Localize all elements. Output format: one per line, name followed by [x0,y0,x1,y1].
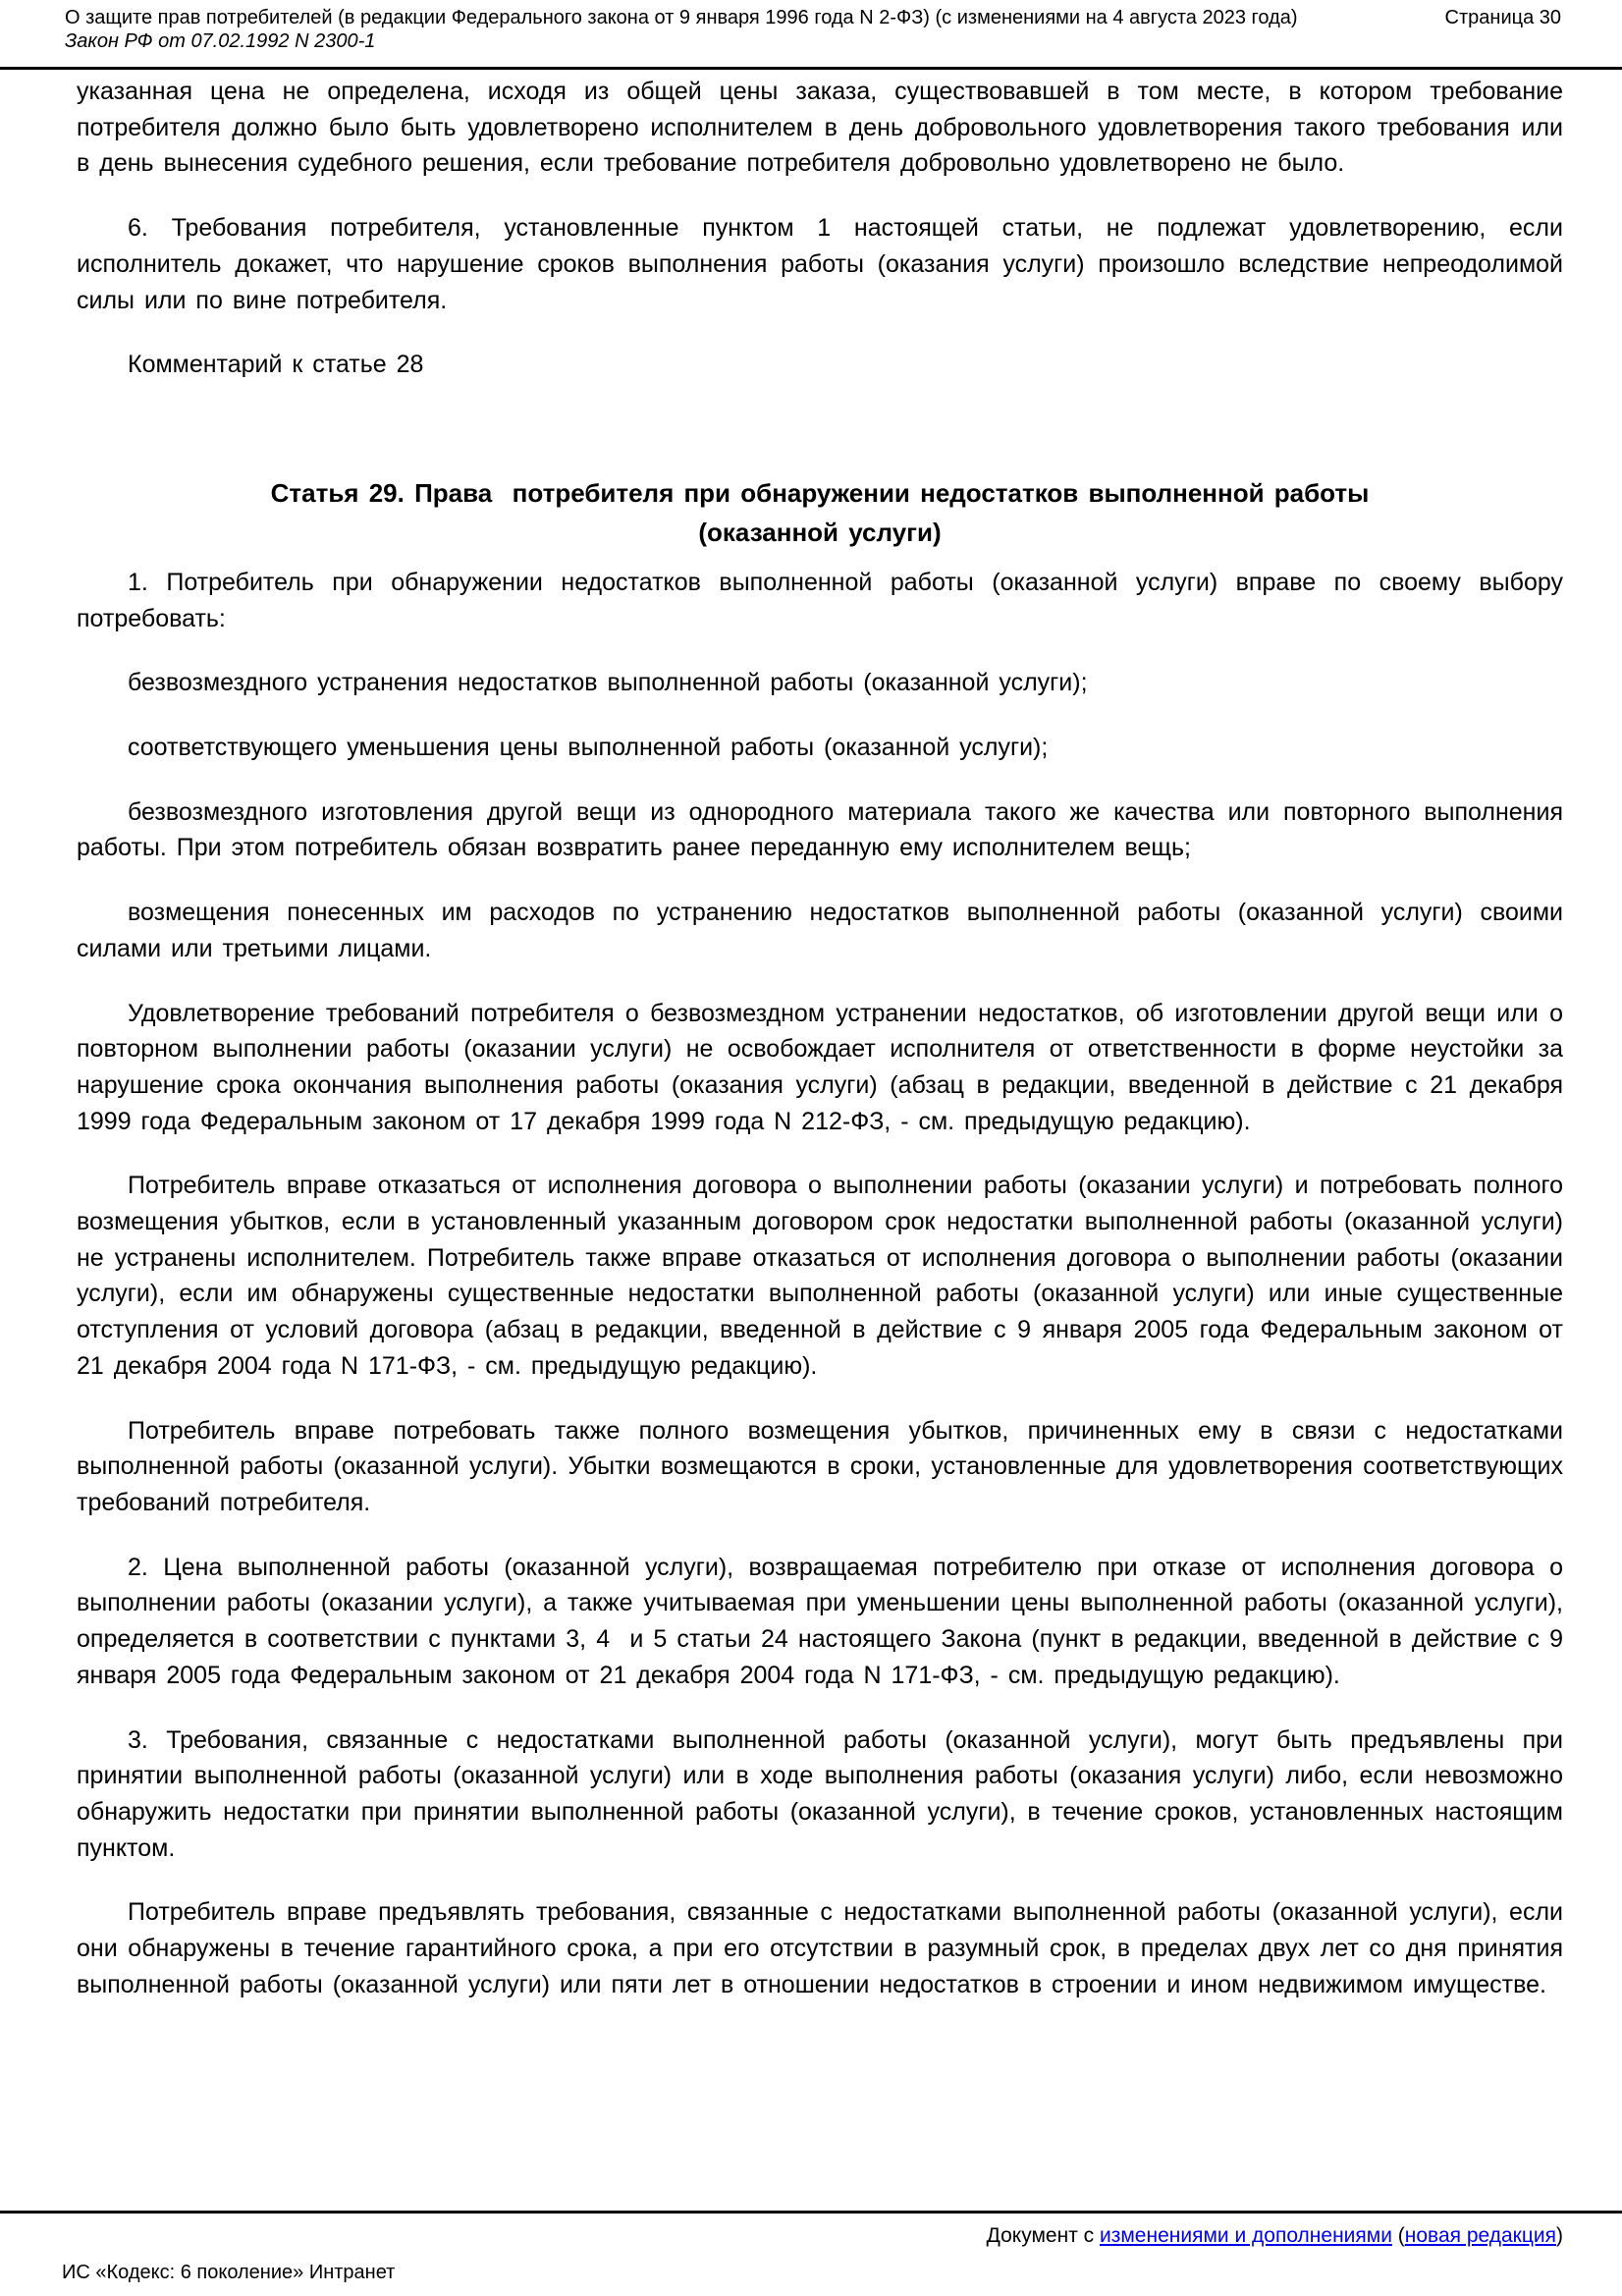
paragraph: безвозмездного изготовления другой вещи из однородного материала такого же качества или повторного выполнения работы. При этом потребитель обязан возвратить ранее переданную ему исполнителем вещь; [77,797,1563,862]
paragraph: Потребитель вправе потребовать также полного возмещения убытков, причиненных ему в связи с недостатками выполненной работы (оказанной услуги). Убытки возмещаются в сроки, установленные для удовлетворения соответствующих требований потребителя. [77,1416,1563,1516]
paragraph: 2. Цена выполненной работы (оказанной услуги), возвращаемая потребителю при отказе от исполнения договора о выполнении работы (оказании услуги), а также учитываемая при уменьшении цены выполненной работы (оказанной услуги), определяется в соответствии с пунктами 3, 4 и 5 статьи 24 настоящего Закона (пункт в редакции, введенной в действие с 9 января 2005 года Федеральным законом от 21 декабря 2004 года N 171-ФЗ, - см. предыдущую редакцию). [77,1553,1563,1689]
new-edition-link[interactable]: новая редакция [1404,2224,1556,2247]
paragraph: 6. Требования потребителя, установленные пунктом 1 настоящей статьи, не подлежат удовлетворению, если исполнитель докажет, что нарушение сроков выполнения работы (оказания услуги) произошло вследствие непреодолимой силы или по вине потребителя. [77,214,1563,314]
paragraph: 3. Требования, связанные с недостатками выполненной работы (оказанной услуги), могут быть предъявлены при принятии выполненной работы (оказанной услуги) или в ходе выполнения работы (оказания услуги) либо, если невозможно обнаружить недостатки при принятии выполненной работы (оказанной услуги), в течение сроков, установленных настоящим пунктом. [77,1725,1563,1862]
document-title: О защите прав потребителей (в редакции Федерального закона от 9 января 1996 года N 2-ФЗ) (с изменениями на 4 августа 2023 года) [65,7,1298,28]
footer-text-separator: ( [1391,2224,1405,2247]
document-id: Закон РФ от 07.02.1992 N 2300-1 [65,30,376,52]
footer-links-line [62,2223,1563,2249]
paragraph: указанная цена не определена, исходя из общей цены заказа, существовавшей в том месте, в котором требование потребителя должно было быть удовлетворено исполнителем в день добровольного удовлетворения такого требования или в день вынесения судебного решения, если требование потребителя добровольно удовлетворено не было. [77,78,1563,178]
paragraph: соответствующего уменьшения цены выполненной работы (оказанной услуги); [128,734,1049,762]
changes-and-additions-link[interactable]: изменениями и дополнениями [1100,2224,1392,2247]
paragraph: 1. Потребитель при обнаружении недостатков выполненной работы (оказанной услуги) вправе по своему выбору потребовать: [77,568,1563,632]
header-row [65,6,1561,29]
document-header [0,0,1622,67]
paragraph: возмещения понесенных им расходов по устранению недостатков выполненной работы (оказанной услуги) своими силами или третьими лицами. [77,899,1563,962]
paragraph: Потребитель вправе предъявлять требования, связанные с недостатками выполненной работы (оказанной услуги), если они обнаружены в течение гарантийного срока, а при его отсутствии в разумный срок, в пределах двух лет со дня принятия выполненной работы (оказанной услуги) или пяти лет в отношении недостатков в строении и ином недвижимом имуществе. [77,1898,1563,1998]
paragraph: Комментарий к статье 28 [128,351,424,379]
document-footer [0,2214,1622,2296]
footer-text-suffix: ) [1556,2224,1563,2247]
source-system-label: ИС «Кодекс: 6 поколение» Интранет [62,2262,396,2283]
document-body [0,70,1622,2211]
heading-line: Статья 29. Права потребителя при обнаружении недостатков выполненной работы [270,477,1370,508]
article-heading [77,473,1563,552]
page-number: Страница 30 [1444,7,1561,28]
footer-text-prefix: Документ с [986,2224,1100,2247]
paragraph: Потребитель вправе отказаться от исполнения договора о выполнении работы (оказании услуги) и потребовать полного возмещения убытков, если в установленный указанным договором срок недостатки выполненной работы (оказанной услуги) не устранены исполнителем. Потребитель также вправе отказаться от исполнения договора о выполнении работы (оказании услуги), если им обнаружены существенные недостатки выполненной работы (оказанной услуги) или иные существенные отступления от условий договора (абзац в редакции, введенной в действие с 9 января 2005 года Федеральным законом от 21 декабря 2004 года N 171-ФЗ, - см. предыдущую редакцию). [77,1172,1563,1380]
paragraph: безвозмездного устранения недостатков выполненной работы (оказанной услуги); [128,669,1088,697]
heading-line: (оказанной услуги) [698,517,942,547]
paragraph: Удовлетворение требований потребителя о безвозмездном устранении недостатков, об изготовлении другой вещи или о повторном выполнении работы (оказании услуги) не освобождает исполнителя от ответственности в форме неустойки за нарушение срока окончания выполнения работы (оказания услуги) (абзац в редакции, введенной в действие с 21 декабря 1999 года Федеральным законом от 17 декабря 1999 года N 212-ФЗ, - см. предыдущую редакцию). [77,999,1563,1135]
